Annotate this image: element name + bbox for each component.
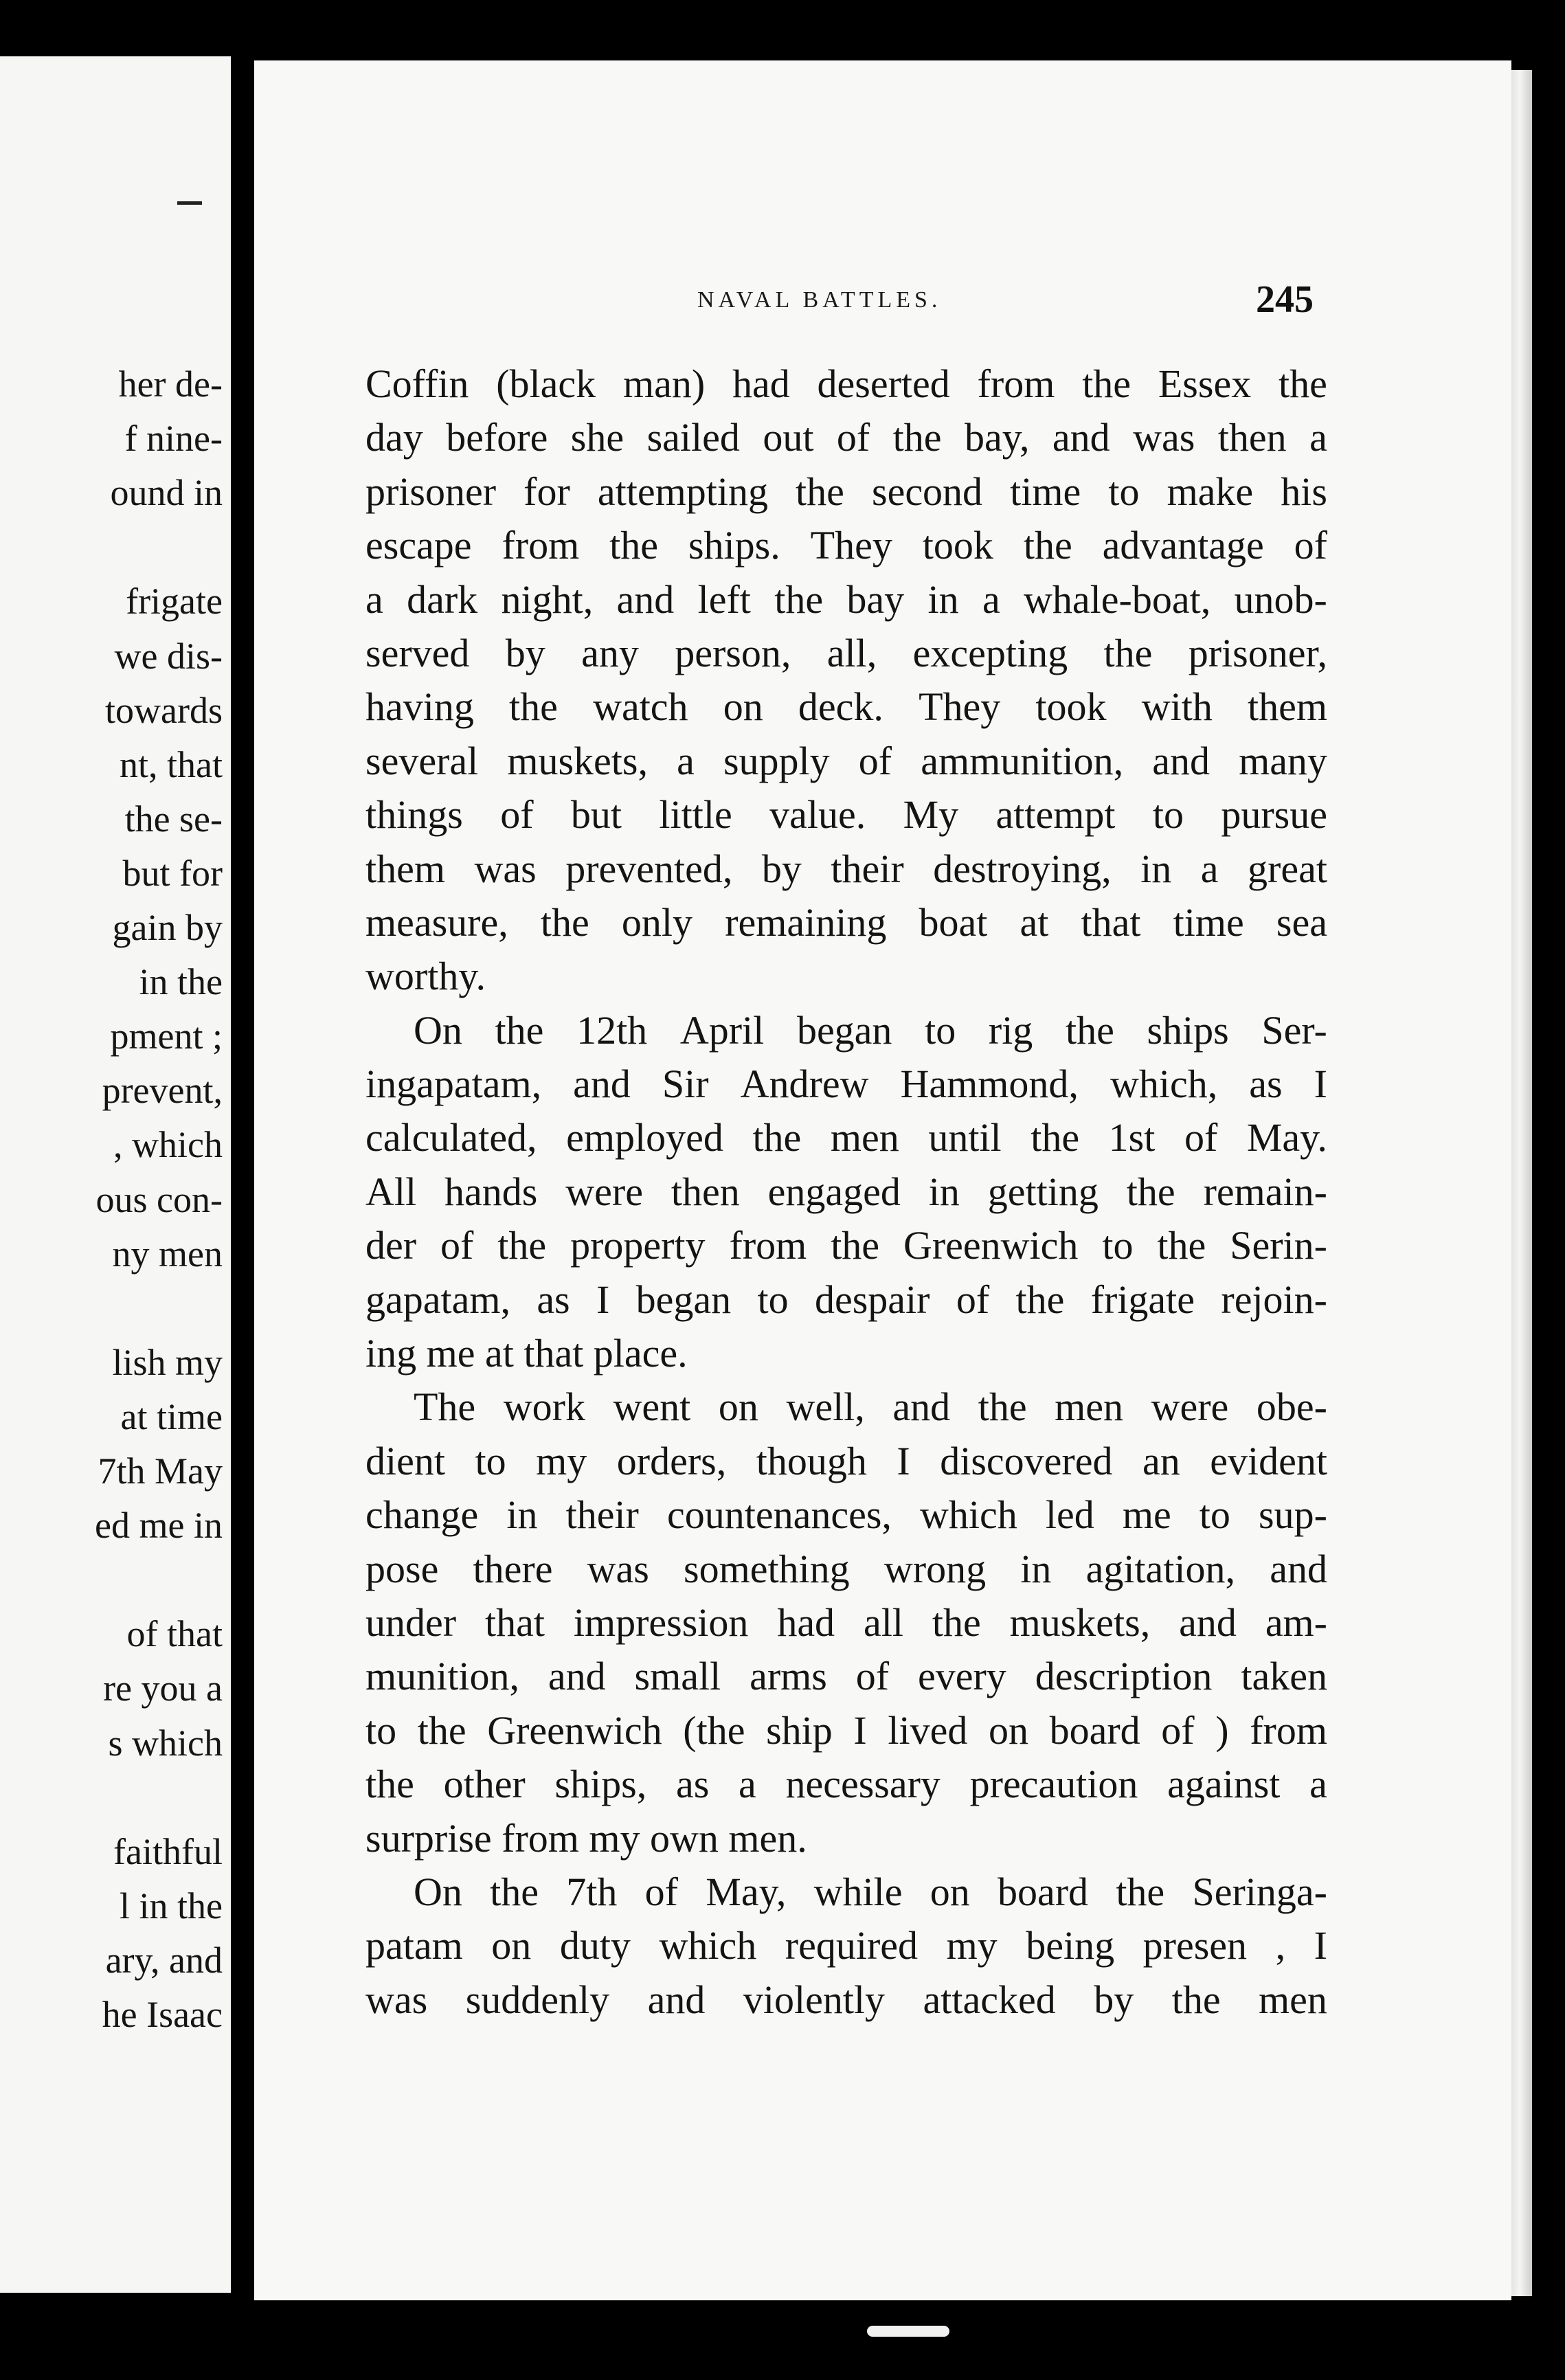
text-line: worthy. (365, 954, 486, 999)
text-line: several muskets, a supply of ammunition, and many (365, 738, 1327, 783)
text-line: things of but little value. My attempt to pursue (365, 792, 1327, 838)
text-line: dient to my orders, though I discovered an evident (365, 1438, 1327, 1483)
left-page-line: the se- (124, 798, 223, 840)
text-line: gapatam, as I began to despair of the frigate rejoin- (365, 1277, 1327, 1322)
running-head: NAVAL BATTLES. (697, 287, 942, 313)
text-line: having the watch on deck. They took with them (365, 684, 1327, 730)
left-page-line: , which (113, 1124, 223, 1166)
text-line: measure, the only remaining boat at that time sea (365, 899, 1327, 945)
text-line: munition, and small arms of every description taken (365, 1654, 1327, 1699)
left-page-line: we dis- (114, 635, 223, 677)
left-page-line: ny men (112, 1233, 223, 1275)
text-line: ing me at that place. (365, 1331, 688, 1376)
text-line: to the Greenwich (the ship I lived on board of ) from (365, 1707, 1327, 1753)
text-line: pose there was something wrong in agitation, and (365, 1546, 1327, 1591)
text-line: was suddenly and violently attacked by the men (365, 1977, 1327, 2022)
left-facing-page (0, 56, 231, 2293)
left-page-line: at time (120, 1395, 223, 1437)
left-page-line: ary, and (105, 1939, 223, 1981)
text-line: served by any person, all, excepting the prisoner, (365, 630, 1327, 675)
text-line: ingapatam, and Sir Andrew Hammond, which, as I (365, 1062, 1327, 1107)
text-line: the other ships, as a necessary precaution against a (365, 1762, 1327, 1807)
left-page-line: her de- (118, 363, 223, 405)
left-page-line: 7th May (98, 1450, 223, 1492)
text-line: change in their countenances, which led me to sup- (365, 1492, 1327, 1538)
text-line: Coffin (black man) had deserted from the Essex the (365, 361, 1327, 406)
left-page-line: in the (139, 961, 223, 1003)
left-page-line: ound in (110, 472, 223, 514)
text-line: calculated, employed the men until the 1st of May. (365, 1115, 1327, 1160)
page-edge (1511, 70, 1532, 2296)
left-page-line: re you a (103, 1668, 223, 1709)
left-page-line: f nine- (124, 418, 223, 460)
text-line: patam on duty which required my being presen , I (365, 1923, 1327, 1968)
left-page-line: ed me in (95, 1505, 223, 1547)
text-line: On the 12th April began to rig the ships Ser- (414, 1007, 1327, 1053)
text-line: All hands were then engaged in getting the remain- (365, 1169, 1327, 1214)
left-page-line: l in the (120, 1885, 223, 1927)
left-page-line: ous con- (95, 1178, 223, 1220)
left-page-line: pment ; (110, 1015, 223, 1057)
text-line: surprise from my own men. (365, 1815, 807, 1861)
left-page-line: of that (126, 1613, 223, 1655)
left-page-line: prevent, (102, 1070, 223, 1112)
body-text (365, 357, 1327, 2027)
text-line: under that impression had all the muskets, and am- (365, 1599, 1327, 1645)
left-page-line: faithful (113, 1830, 223, 1872)
left-page-line: towards (105, 689, 223, 731)
text-line: der of the property from the Greenwich to the Serin- (365, 1223, 1327, 1268)
text-line: The work went on well, and the men were obe- (414, 1384, 1327, 1430)
page-number: 245 (1256, 278, 1314, 321)
left-page-line: lish my (112, 1341, 223, 1383)
left-page-line: he Isaac (102, 1994, 223, 2035)
gutter-mark (177, 201, 202, 205)
page-stain (867, 2326, 949, 2337)
left-page-line: frigate (126, 581, 223, 622)
text-line: prisoner for attempting the second time to make his (365, 469, 1327, 514)
left-page-line: s which (108, 1722, 223, 1764)
text-line: a dark night, and left the bay in a whale-boat, unob- (365, 576, 1327, 622)
text-line: escape from the ships. They took the advantage of (365, 523, 1327, 568)
text-line: day before she sailed out of the bay, and was then a (365, 415, 1327, 460)
left-page-line: gain by (112, 907, 223, 948)
left-page-line: but for (122, 852, 223, 894)
left-page-line: nt, that (120, 743, 223, 785)
text-line: them was prevented, by their destroying, in a great (365, 846, 1327, 891)
text-line: On the 7th of May, while on board the Seringa- (414, 1869, 1327, 1914)
